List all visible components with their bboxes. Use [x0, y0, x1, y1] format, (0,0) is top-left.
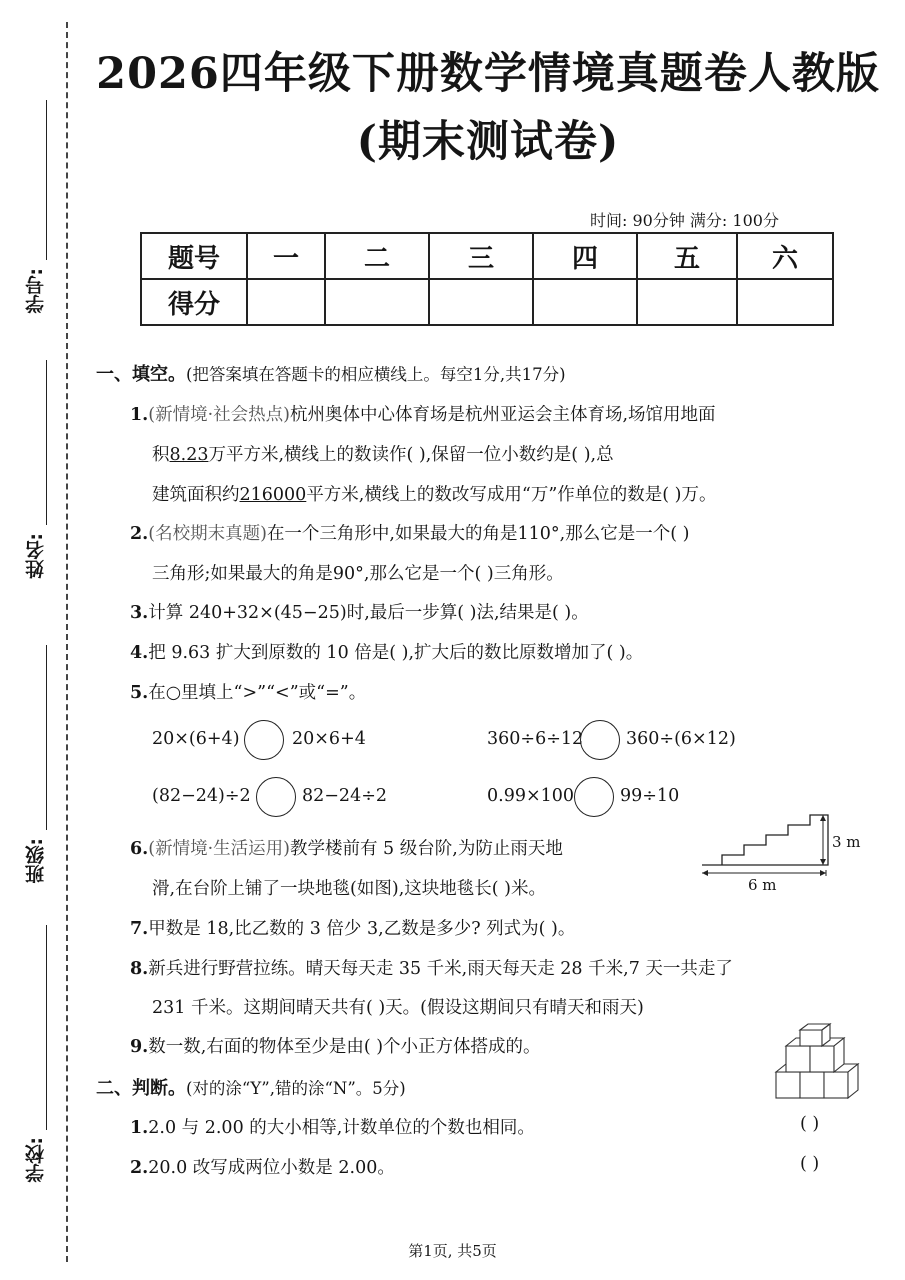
page-title: 2026四年级下册数学情境真题卷人教版	[96, 49, 880, 99]
question-number: 8.	[130, 959, 149, 979]
table-cell: 一	[247, 233, 325, 279]
compare-expression: 360÷6÷12	[487, 729, 584, 749]
question-text: 建筑面积约	[152, 485, 240, 505]
compare-expression: 0.99×100	[487, 786, 575, 806]
judge-question-2	[130, 1154, 395, 1179]
question-number: 6.	[130, 839, 149, 859]
student-id-line	[46, 100, 47, 260]
page-subtitle: (期末测试卷)	[356, 117, 620, 167]
judge-question-1	[130, 1114, 535, 1139]
question-text: 在○里填上“>”“<”或“=”。	[148, 683, 367, 703]
question-text: 甲数是 18,比乙数的 3 倍少 3,乙数是多少? 列式为( )。	[148, 919, 576, 939]
compare-circle[interactable]	[574, 777, 614, 817]
question-6-line2: 滑,在台阶上铺了一块地毯(如图),这块地毯长( )米。	[152, 879, 546, 899]
question-6-line1	[130, 835, 563, 860]
question-tag: (新情境·生活运用)	[148, 839, 290, 859]
table-cell: 六	[737, 233, 833, 279]
height-label: 3 m	[832, 833, 861, 851]
name-label: 姓名:	[25, 533, 47, 579]
score-cell[interactable]	[533, 279, 637, 325]
question-tag: (新情境·社会热点)	[148, 405, 290, 425]
answer-blank[interactable]: ( )	[800, 1114, 820, 1134]
question-number: 2.	[130, 524, 149, 544]
compare-expression: 360÷(6×12)	[626, 729, 736, 749]
score-cell[interactable]	[325, 279, 429, 325]
compare-expression: 82−24÷2	[302, 786, 387, 806]
time-info: 时间: 90分钟 满分: 100分	[590, 211, 779, 230]
score-table-header-row	[141, 233, 833, 279]
question-text: 新兵进行野营拉练。晴天每天走 35 千米,雨天每天走 28 千米,7 天一共走了	[148, 959, 733, 979]
question-number: 4.	[130, 643, 149, 663]
question-5	[130, 679, 366, 704]
question-9	[130, 1033, 541, 1058]
question-text: 万平方米,横线上的数读作( ),保留一位小数约是( ),总	[208, 445, 614, 465]
score-cell[interactable]	[737, 279, 833, 325]
compare-expression: 99÷10	[620, 786, 680, 806]
staircase-icon	[702, 815, 828, 865]
student-id-label: 学号:	[25, 268, 47, 314]
question-text: 积	[152, 445, 170, 465]
question-number: 1.	[130, 405, 149, 425]
cube-icon	[776, 1024, 858, 1098]
score-cell[interactable]	[637, 279, 737, 325]
table-cell: 得分	[141, 279, 247, 325]
question-text: 计算 240+32×(45−25)时,最后一步算( )法,结果是( )。	[148, 603, 589, 623]
underlined-number: 216000	[239, 485, 307, 505]
compare-circle[interactable]	[580, 720, 620, 760]
question-number: 9.	[130, 1037, 149, 1057]
question-number: 7.	[130, 919, 149, 939]
section1-heading	[96, 360, 566, 386]
section2-note: (对的涂“Y”,错的涂“N”。5分)	[186, 1079, 406, 1098]
section2-title: 二、判断。	[96, 1078, 186, 1099]
question-text: 杭州奥体中心体育场是杭州亚运会主体育场,场馆用地面	[290, 405, 716, 425]
question-7	[130, 915, 575, 940]
answer-blank[interactable]: ( )	[800, 1154, 820, 1174]
question-text: 教学楼前有 5 级台阶,为防止雨天地	[290, 839, 563, 859]
cubes-figure	[770, 1022, 870, 1106]
school-label: 学校:	[25, 1137, 47, 1183]
compare-expression: (82−24)÷2	[152, 786, 251, 806]
table-cell: 三	[429, 233, 533, 279]
score-table	[140, 232, 834, 326]
table-cell: 四	[533, 233, 637, 279]
question-2-line2: 三角形;如果最大的角是90°,那么它是一个( )三角形。	[152, 564, 564, 584]
name-line	[46, 360, 47, 525]
score-cell[interactable]	[247, 279, 325, 325]
table-cell: 二	[325, 233, 429, 279]
width-label: 6 m	[748, 876, 777, 894]
table-cell: 题号	[141, 233, 247, 279]
compare-circle[interactable]	[244, 720, 284, 760]
question-1-line2	[152, 441, 614, 466]
section1-title: 一、填空。	[96, 364, 186, 385]
question-1-line3	[152, 481, 716, 506]
question-3	[130, 599, 589, 624]
underlined-number: 8.23	[169, 445, 209, 465]
question-number: 3.	[130, 603, 149, 623]
question-1-line1	[130, 401, 716, 426]
question-8-line1	[130, 955, 733, 980]
question-text: 在一个三角形中,如果最大的角是110°,那么它是一个( )	[266, 524, 690, 544]
compare-expression: 20×(6+4)	[152, 729, 240, 749]
question-number: 5.	[130, 683, 149, 703]
question-text: 把 9.63 扩大到原数的 10 倍是( ),扩大后的数比原数增加了( )。	[148, 643, 644, 663]
class-line	[46, 645, 47, 830]
question-8-line2: 231 千米。这期间晴天共有( )天。(假设这期间只有晴天和雨天)	[152, 998, 644, 1018]
compare-expression: 20×6+4	[292, 729, 366, 749]
school-line	[46, 925, 47, 1130]
question-number: 2.	[130, 1158, 149, 1178]
section1-note: (把答案填在答题卡的相应横线上。每空1分,共17分)	[186, 365, 566, 384]
section2-heading	[96, 1074, 406, 1100]
page-footer: 第1页, 共5页	[408, 1242, 497, 1260]
question-text: 20.0 改写成两位小数是 2.00。	[148, 1158, 395, 1178]
question-text: 数一数,右面的物体至少是由( )个小正方体搭成的。	[148, 1037, 541, 1057]
compare-circle[interactable]	[256, 777, 296, 817]
question-text: 2.0 与 2.00 的大小相等,计数单位的个数也相同。	[148, 1118, 535, 1138]
score-cell[interactable]	[429, 279, 533, 325]
question-number: 1.	[130, 1118, 149, 1138]
question-text: 平方米,横线上的数改写成用“万”作单位的数是( )万。	[306, 485, 717, 505]
binding-dashed-line	[66, 22, 68, 1262]
table-cell: 五	[637, 233, 737, 279]
score-table-score-row	[141, 279, 833, 325]
class-label: 班级:	[25, 838, 47, 884]
question-4	[130, 639, 643, 664]
question-tag: (名校期末真题)	[148, 524, 267, 544]
question-2-line1	[130, 520, 689, 545]
